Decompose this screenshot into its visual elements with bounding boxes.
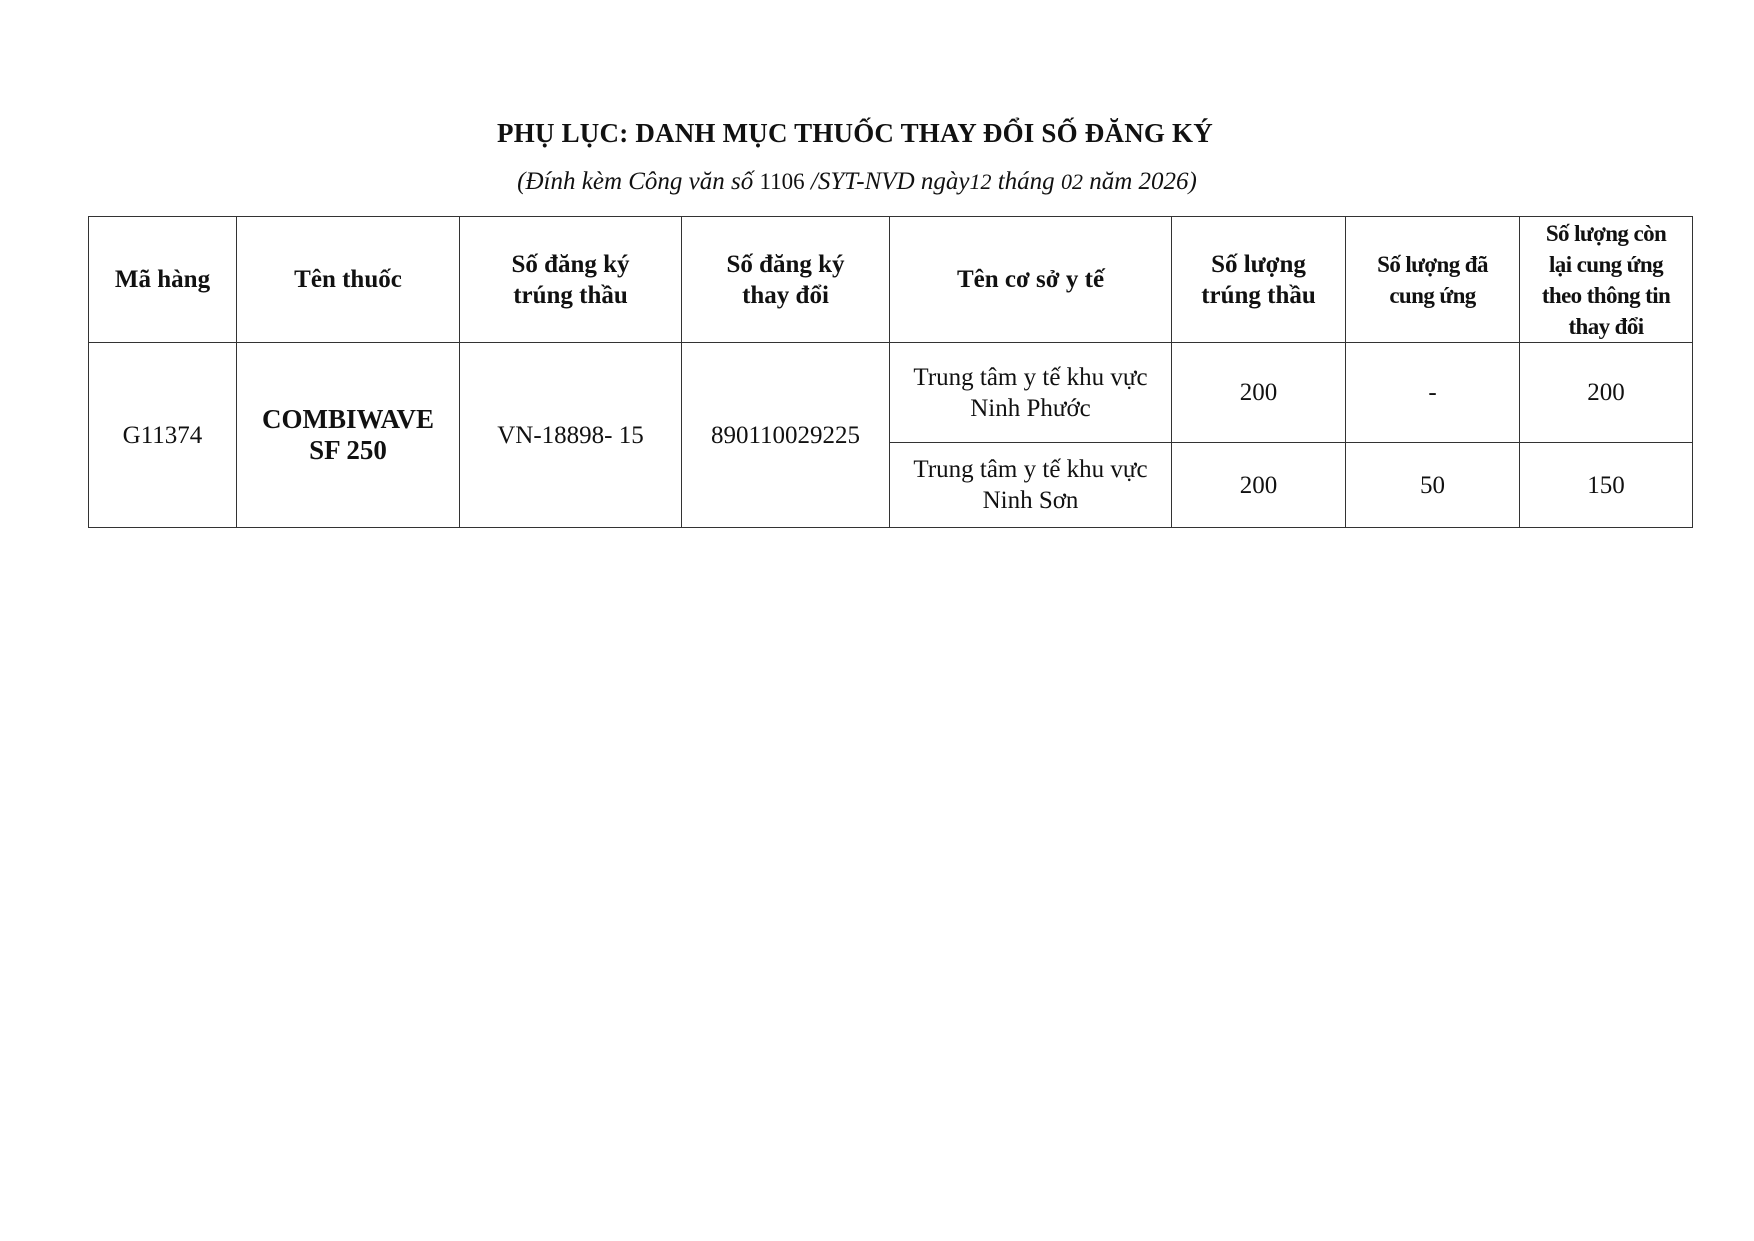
cell-ten-thuoc-line-2: SF 250 bbox=[309, 435, 387, 465]
cell-ten-thuoc bbox=[237, 343, 460, 528]
cell-sl-trung-thau: 200 bbox=[1172, 443, 1346, 528]
cell-ten-co-so-line-2: Ninh Sơn bbox=[982, 487, 1079, 514]
subtitle-suffix: năm 2026) bbox=[1082, 168, 1197, 195]
header-sl-trung-thau-line-2: trúng thầu bbox=[1201, 281, 1316, 309]
table-header-row bbox=[89, 217, 1693, 343]
header-ma-hang: Mã hàng bbox=[89, 217, 237, 343]
header-sl-da-cung-ung bbox=[1346, 217, 1520, 343]
header-sl-da-cung-ung-line-2: cung ứng bbox=[1389, 282, 1476, 308]
subtitle-doc-number: 1106 bbox=[759, 169, 805, 194]
header-sl-con-lai-line-2: lại cung ứng bbox=[1549, 251, 1663, 277]
cell-sdk-trung-thau: VN-18898- 15 bbox=[460, 343, 682, 528]
cell-sdk-thay-doi: 890110029225 bbox=[682, 343, 890, 528]
header-ten-co-so: Tên cơ sở y tế bbox=[890, 217, 1172, 343]
cell-ten-co-so-line-1: Trung tâm y tế khu vực bbox=[913, 456, 1148, 483]
drug-table bbox=[88, 216, 1693, 528]
subtitle-day: 12 bbox=[969, 169, 992, 194]
cell-ten-co-so-line-1: Trung tâm y tế khu vực bbox=[913, 363, 1148, 391]
header-sl-con-lai-line-3: theo thông tin bbox=[1541, 282, 1671, 308]
cell-sl-da-cung-ung: - bbox=[1346, 343, 1520, 443]
cell-ma-hang: G11374 bbox=[89, 343, 237, 528]
header-sdk-trung-thau-line-1: Số đăng ký bbox=[511, 250, 630, 278]
page-title: PHỤ LỤC: DANH MỤC THUỐC THAY ĐỔI SỐ ĐĂNG KÝ bbox=[497, 118, 1213, 148]
cell-sl-trung-thau: 200 bbox=[1172, 343, 1346, 443]
header-sdk-thay-doi bbox=[682, 217, 890, 343]
table-row bbox=[89, 343, 1693, 443]
header-sdk-trung-thau bbox=[460, 217, 682, 343]
header-ten-thuoc: Tên thuốc bbox=[237, 217, 460, 343]
header-sl-trung-thau bbox=[1172, 217, 1346, 343]
cell-sl-da-cung-ung: 50 bbox=[1346, 443, 1520, 528]
header-sdk-thay-doi-line-2: thay đổi bbox=[742, 281, 829, 309]
header-sl-da-cung-ung-line-1: Số lượng đã bbox=[1377, 251, 1488, 277]
subtitle-mid-2: tháng bbox=[991, 168, 1061, 195]
cell-sl-con-lai: 200 bbox=[1520, 343, 1693, 443]
cell-ten-co-so-line-2: Ninh Phước bbox=[970, 394, 1091, 422]
header-sl-con-lai-line-4: thay đổi bbox=[1568, 313, 1644, 339]
header-sl-trung-thau-line-1: Số lượng bbox=[1211, 250, 1306, 278]
cell-ten-co-so bbox=[890, 343, 1172, 443]
cell-ten-thuoc-line-1: COMBIWAVE bbox=[261, 404, 435, 434]
subtitle-mid-1: /SYT-NVD ngày bbox=[804, 168, 970, 195]
header-sl-con-lai-line-1: Số lượng còn bbox=[1545, 220, 1667, 246]
page-subtitle bbox=[0, 168, 1714, 196]
header-sdk-thay-doi-line-1: Số đăng ký bbox=[726, 250, 845, 278]
header-sdk-trung-thau-line-2: trúng thầu bbox=[513, 281, 628, 309]
cell-sl-con-lai: 150 bbox=[1520, 443, 1693, 528]
subtitle-prefix: (Đính kèm Công văn số bbox=[517, 168, 760, 195]
cell-ten-co-so bbox=[890, 443, 1172, 528]
header-sl-con-lai bbox=[1520, 217, 1693, 343]
subtitle-month: 02 bbox=[1060, 169, 1083, 194]
